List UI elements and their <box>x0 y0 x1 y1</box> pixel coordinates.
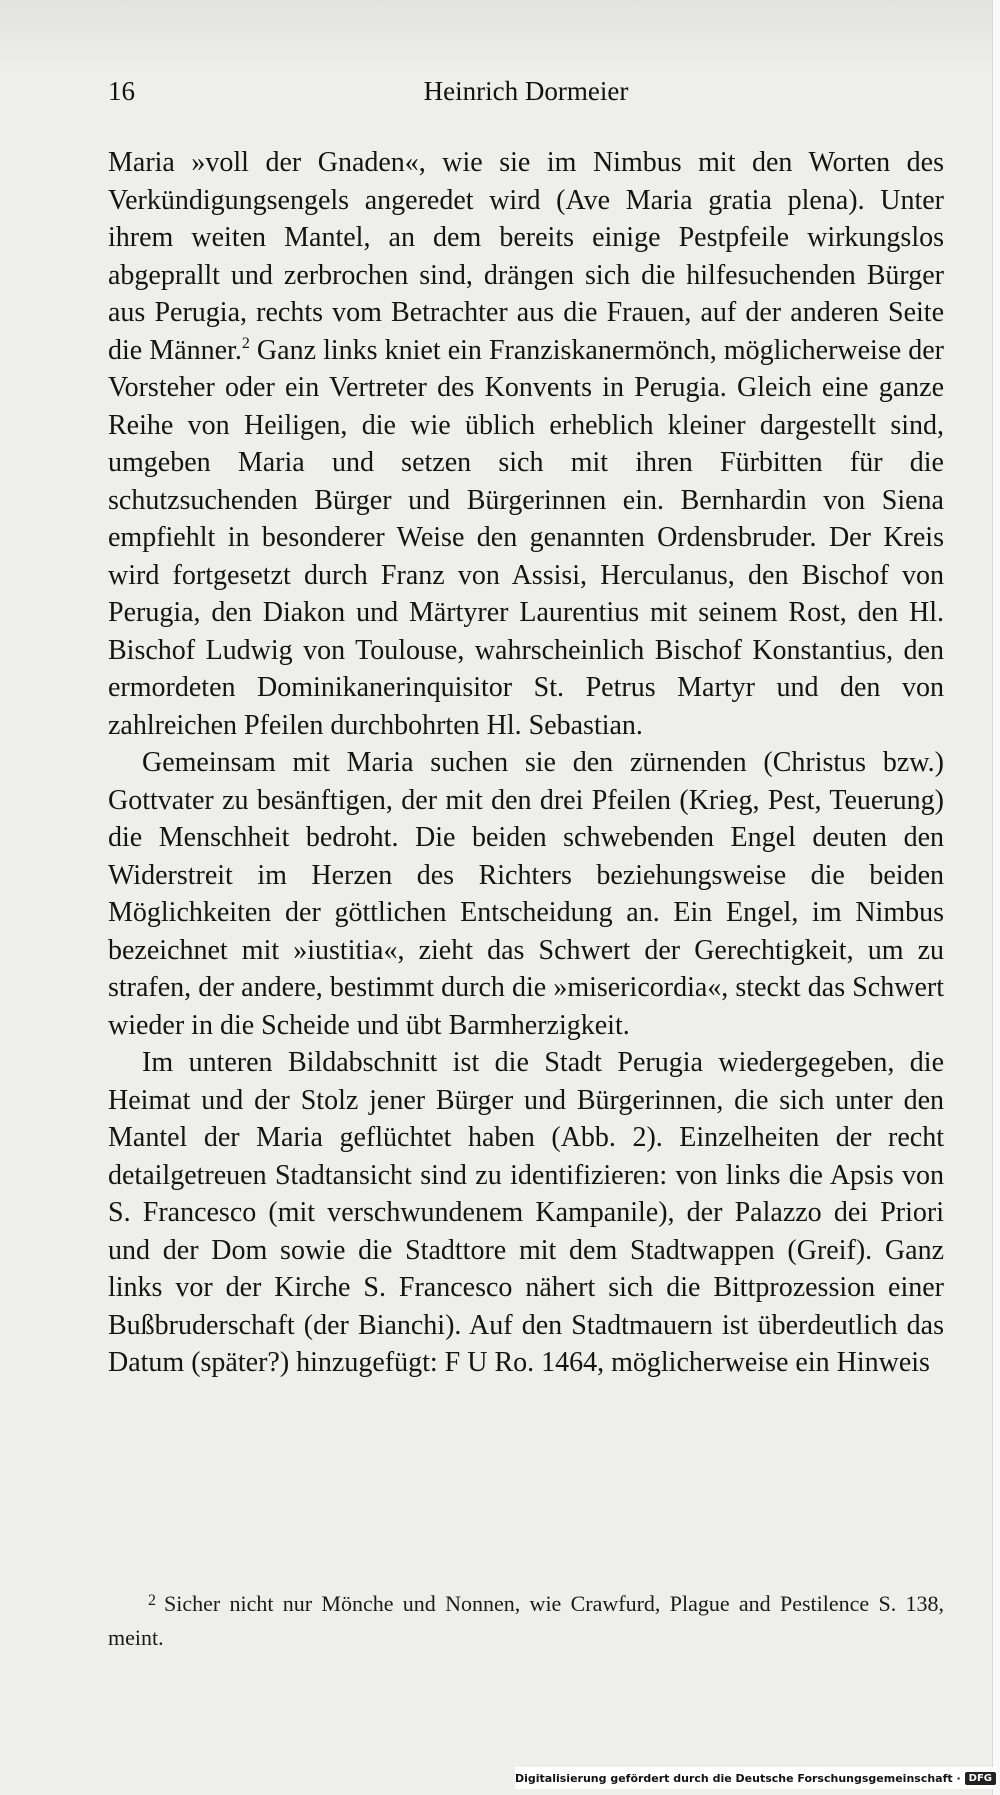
paragraph-1-text: Maria »voll der Gnaden«, wie sie im Nimbus mit den Worten des Verkündigungsengels angeredet wird (Ave Maria gratia plena). Unter ihrem weiten Mantel, an dem bereits einige Pestpfeile wirkungslos abgeprallt und zerbrochen sind, drängen sich die hilfesuchenden Bürger aus Perugia, rechts vom Betrachter aus die Frauen, auf der anderen Seite die Männer. <box>108 147 944 366</box>
paragraph-1 <box>108 144 944 744</box>
body-text <box>108 144 944 1382</box>
paragraph-1-continued: Ganz links kniet ein Franziskanermönch, möglicherweise der Vorsteher oder ein Vertreter des Konvents in Perugia. Gleich eine ganze Reihe von Heiligen, die wie üblich erheblich kleiner dargestellt sind, umgeben Maria und setzen sich mit ihren Fürbitten für die schutzsuchenden Bürger und Bürgerinnen ein. Bernhardin von Siena empfiehlt in besonderer Weise den genannten Ordensbruder. Der Kreis wird fortgesetzt durch Franz von Assisi, Herculanus, den Bischof von Perugia, den Diakon und Märtyrer Laurentius mit seinem Rost, den Hl. Bischof Ludwig von Toulouse, wahrscheinlich Bischof Konstantius, den ermordeten Dominikanerinquisitor St. Petrus Martyr und den von zahlreichen Pfeilen durchbohrten Hl. Sebastian. <box>108 334 944 741</box>
footnote-reference: 2 <box>241 334 250 352</box>
footnote <box>108 1584 944 1655</box>
footnote-mark: 2 <box>148 1592 156 1609</box>
footnote-paragraph <box>108 1584 944 1655</box>
page-number: 16 <box>108 76 135 106</box>
credit-text: Digitalisierung gefördert durch die Deutsche Forschungsgemeinschaft · <box>514 1771 961 1785</box>
paragraph-2: Gemeinsam mit Maria suchen sie den zürnenden (Christus bzw.) Gottvater zu besänftigen, der mit den drei Pfeilen (Krieg, Pest, Teuerung) die Menschheit bedroht. Die beiden schwebenden Engel deuten den Widerstreit im Herzen des Richters beziehungsweise die beiden Möglichkeiten der göttlichen Entscheidung an. Ein Engel, im Nimbus bezeichnet mit »iustitia«, zieht das Schwert der Gerechtigkeit, um zu strafen, der andere, bestimmt durch die »misericordia«, steckt das Schwert wieder in die Scheide und übt Barmherzigkeit. <box>108 747 944 1041</box>
running-head: Heinrich Dormeier <box>423 76 629 106</box>
page-edge <box>992 0 1000 1795</box>
paragraph-3: Im unteren Bildabschnitt ist die Stadt Perugia wiedergegeben, die Heimat und der Stolz jener Bürger und Bürgerinnen, die sich unter den Mantel der Maria geflüchtet haben (Abb. 2). Einzelheiten der recht detailgetreuen Stadtansicht sind zu identifizieren: von links die Apsis von S. Francesco (mit verschwundenem Kampanile), der Palazzo dei Priori und der Dom sowie die Stadttore mit dem Stadtwappen (Greif). Ganz links vor der Kirche S. Francesco nähert sich die Bittprozession einer Bußbruderschaft (der Bianchi). Auf den Stadtmauern ist überdeutlich das Datum (später?) hinzugefügt: F U Ro. 1464, möglicherweise ein Hinweis <box>108 1047 944 1378</box>
digitization-credit <box>515 1767 996 1789</box>
page-header <box>108 76 944 116</box>
dfg-logo-icon: DFG <box>965 1772 996 1785</box>
footnote-text: Sicher nicht nur Mönche und Nonnen, wie Crawfurd, Plague and Pestilence S. 138, meint. <box>108 1591 944 1650</box>
